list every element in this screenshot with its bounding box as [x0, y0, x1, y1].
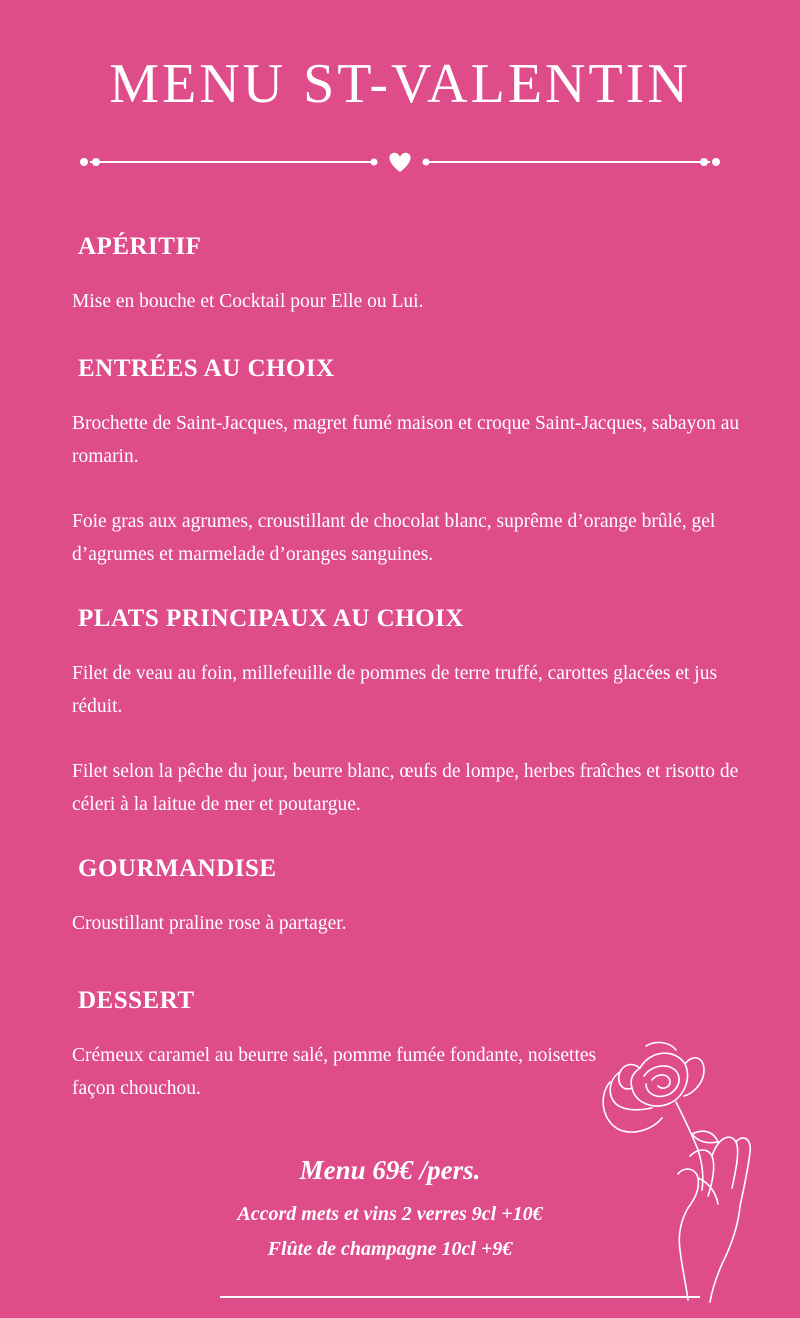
section-title-gourmandise: GOURMANDISE: [78, 855, 277, 882]
entree-option-1: Brochette de Saint-Jacques, magret fumé maison et croque Saint-Jacques, sabayon au romarin.: [72, 413, 740, 467]
section-title-plats: PLATS PRINCIPAUX AU CHOIX: [78, 605, 464, 632]
wine-pairing-offer: Accord mets et vins 2 verres 9cl +10€: [237, 1203, 543, 1225]
section-title-entrees: ENTRÉES AU CHOIX: [78, 355, 335, 382]
plat-option-2: Filet selon la pêche du jour, beurre blanc, œufs de lompe, herbes fraîches et risotto de céleri à la laitue de mer et poutargue.: [72, 761, 739, 815]
dessert-description: Crémeux caramel au beurre salé, pomme fumée fondante, noisettes façon chouchou.: [72, 1045, 597, 1099]
heart-divider-icon: [76, 148, 724, 176]
section-title-aperitif: APÉRITIF: [78, 233, 202, 260]
menu-title: MENU ST-VALENTIN: [109, 53, 691, 115]
gourmandise-description: Croustillant praline rose à partager.: [72, 913, 347, 934]
bottom-divider: [220, 1296, 700, 1298]
entree-option-2: Foie gras aux agrumes, croustillant de chocolat blanc, suprême d’orange brûlé, gel d’agrumes et marmelade d’oranges sanguines.: [72, 511, 716, 565]
plat-option-1: Filet de veau au foin, millefeuille de pommes de terre truffé, carottes glacées et jus réduit.: [72, 663, 718, 717]
aperitif-description: Mise en bouche et Cocktail pour Elle ou Lui.: [72, 291, 424, 312]
section-title-dessert: DESSERT: [78, 987, 195, 1014]
champagne-offer: Flûte de champagne 10cl +9€: [267, 1238, 513, 1260]
menu-price: Menu 69€ /pers.: [299, 1155, 481, 1185]
